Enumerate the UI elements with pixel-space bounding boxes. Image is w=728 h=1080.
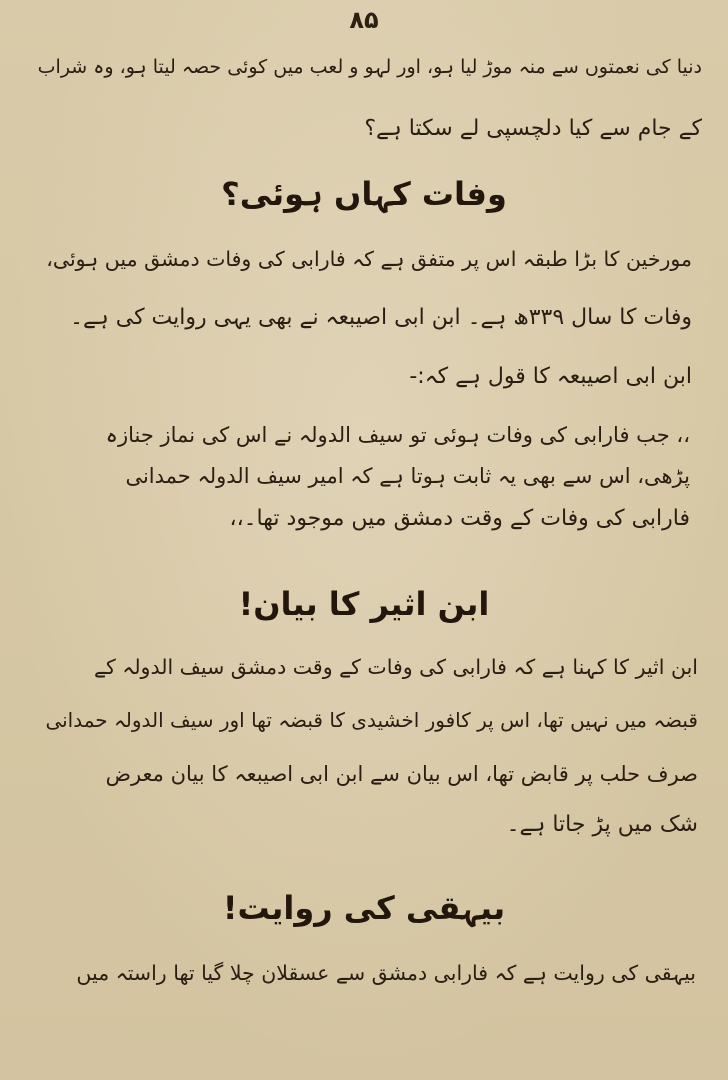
intro-line-1: دنیا کی نعمتوں سے منہ موڑ لیا ہو، اور لہو و لعب میں کوئی حصہ لیتا ہو، وہ شراب [37, 56, 702, 78]
section1-quote-line-3: فارابی کی وفات کے وقت دمشق میں موجود تھا۔،، [229, 506, 690, 531]
section-heading-bayhaqi: بیہقی کی روایت! [222, 889, 506, 927]
section2-line-1: ابن اثیر کا کہنا ہے کہ فارابی کی وفات کے وقت دمشق سیف الدولہ کے [94, 655, 698, 679]
section1-quote-line-2: پڑھی، اس سے بھی یہ ثابت ہوتا ہے کہ امیر سیف الدولہ حمدانی [125, 464, 690, 488]
intro-line-2: کے جام سے کیا دلچسپی لے سکتا ہے؟ [364, 116, 702, 141]
section1-line-3: ابن ابی اصیبعہ کا قول ہے کہ:- [409, 364, 692, 389]
section2-line-3: صرف حلب پر قابض تھا، اس بیان سے ابن ابی اصیبعہ کا بیان معرض [105, 762, 698, 786]
section2-line-4: شک میں پڑ جاتا ہے۔ [506, 812, 698, 837]
section1-quote-line-1: ،، جب فارابی کی وفات ہوئی تو سیف الدولہ نے اس کی نماز جنازہ [105, 423, 690, 447]
page-number: ۸۵ [349, 6, 379, 34]
section1-line-1: مورخین کا بڑا طبقہ اس پر متفق ہے کہ فارابی کی وفات دمشق میں ہوئی، [46, 247, 692, 271]
section-heading-ibn-athir: ابن اثیر کا بیان! [238, 585, 490, 623]
section3-line-1: بیہقی کی روایت ہے کہ فارابی دمشق سے عسقلان چلا گیا تھا راستہ میں [76, 961, 696, 985]
section2-line-2: قبضہ میں نہیں تھا، اس پر کافور اخشیدی کا قبضہ تھا اور سیف الدولہ حمدانی [45, 708, 698, 732]
section1-line-2: وفات کا سال ۳۳۹ھ ہے۔ ابن ابی اصیبعہ نے بھی یہی روایت کی ہے۔ [70, 305, 692, 330]
section-heading-death-place: وفات کہاں ہوئی؟ [221, 175, 507, 213]
